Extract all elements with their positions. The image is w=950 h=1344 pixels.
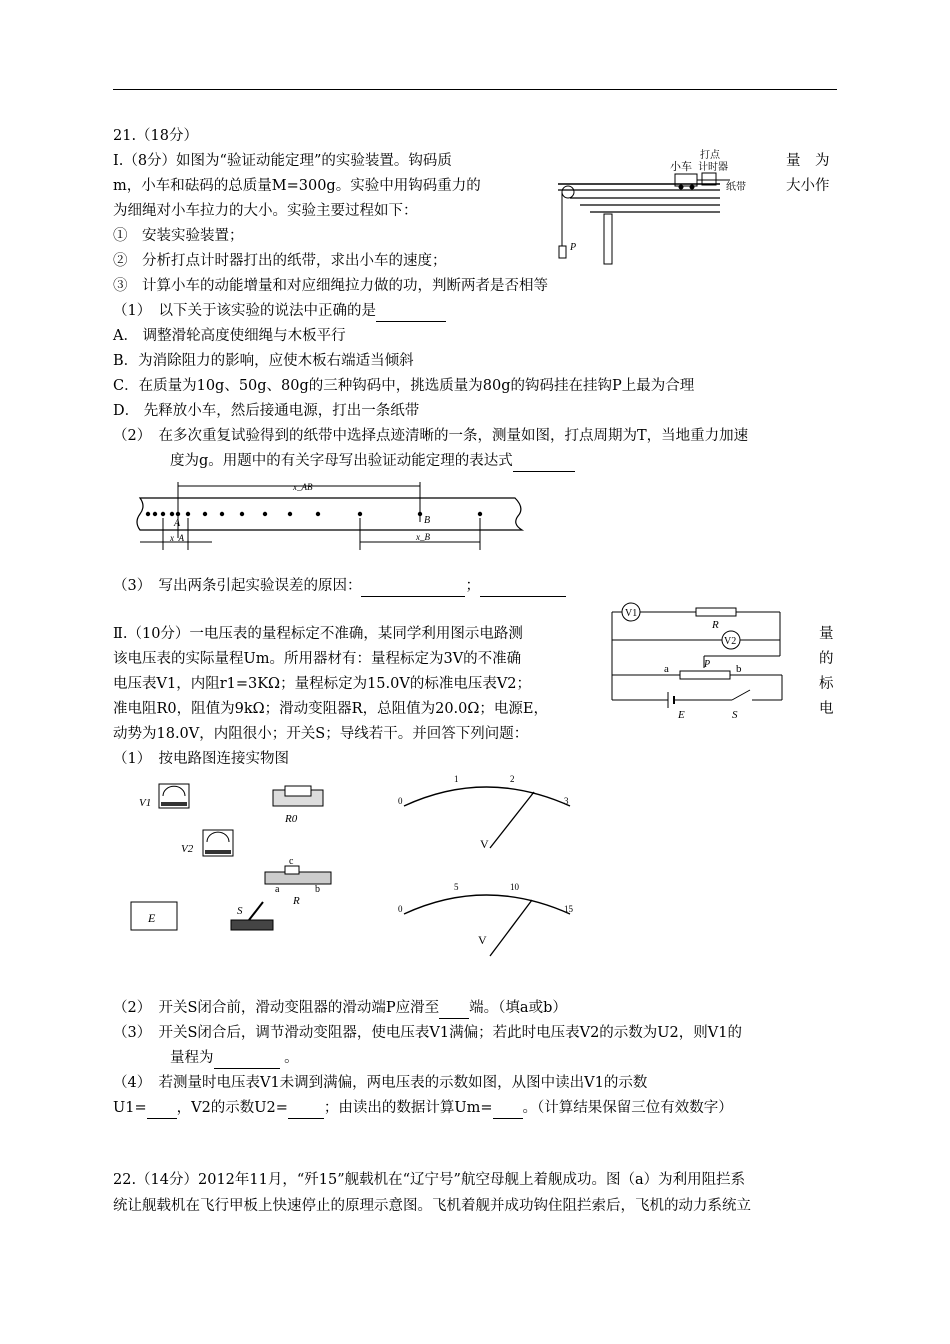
- q21-part2-question-4a: （4） 若测量时电压表V1未调到满偏，两电压表的示数如图，从图中读出V1的示数: [113, 1075, 648, 1091]
- q21-part2-line-2-tail: 的: [819, 651, 834, 667]
- option-a: A． 调整滑轮高度使细绳与木板平行: [113, 328, 346, 344]
- switch-icon: [732, 690, 750, 700]
- device-s-label: S: [237, 905, 243, 917]
- meter-v1-tick-3: 3: [564, 796, 569, 806]
- circuit-b-label: b: [736, 663, 742, 675]
- pulley-icon: [562, 186, 574, 198]
- q21-intro-b-tail: 大小作: [786, 178, 830, 194]
- meter-v1-needle: [490, 792, 534, 848]
- tape-xb-label: x_B: [416, 532, 430, 542]
- q21-part2-line-5: 动势为18.0V，内阻很小；开关S；导线若干。并回答下列问题：: [113, 726, 529, 742]
- q21-question-2a: （2） 在多次重复试验得到的纸带中选择点迹清晰的一条，测量如图，打点周期为T，当地重力加速: [113, 428, 749, 444]
- meter-v1-tick-2: 2: [510, 774, 515, 784]
- q21-intro-a-tail: 量 为: [786, 153, 830, 169]
- meter-v2-tick-1: 5: [454, 882, 459, 892]
- q21-part2-question-2: （2） 开关S闭合前，滑动变阻器的滑动端P应滑至 端。（填a或b）: [113, 998, 567, 1019]
- timer-label-2: 计时器: [698, 162, 728, 173]
- circuit-s-label: S: [732, 709, 738, 721]
- option-c: C．在质量为10g、50g、80g的三种钩码中，挑选质量为80g的钩码挂在挂钩P上最为合理: [113, 378, 695, 394]
- answer-blank: [439, 998, 469, 1019]
- q21-part2-question-3b: 量程为 。: [170, 1048, 299, 1069]
- tape-label: 纸带: [726, 182, 746, 193]
- switch-device-icon: [231, 920, 273, 930]
- device-v1-label: V1: [139, 797, 152, 809]
- q21-part2-line-3: 电压表V1，内阻r1=3KΩ；量程标定为15.0V的标准电压表V2；: [113, 676, 532, 692]
- option-b: B．为消除阻力的影响，应使木板右端适当倾斜: [113, 353, 414, 369]
- answer-blank: [493, 1098, 523, 1119]
- apparatus-devices-figure: [125, 772, 365, 940]
- q21-step-1: ① 安装实验装置；: [113, 228, 244, 244]
- circuit-v2-label: V2: [724, 636, 737, 647]
- circuit-p-label: P: [704, 659, 711, 670]
- q21-part2-question-3a: （3） 开关S闭合后，调节滑动变阻器，使电压表V1满偏；若此时电压表V2的示数为U2，则V1的: [113, 1025, 742, 1041]
- q21-part2-question-4b: U1= ，V2的示数U2= ；由读出的数据计算Um= 。（计算结果保留三位有效数字）: [113, 1098, 733, 1119]
- answer-blank: [288, 1098, 324, 1119]
- q21-intro-b: m，小车和砝码的总质量M=300g。实验中用钩码重力的: [113, 178, 481, 194]
- tape-point-a: A: [174, 518, 181, 529]
- q21-question-2b: 度为g。用题中的有关字母写出验证动能定理的表达式: [170, 451, 575, 472]
- answer-blank: [513, 451, 575, 472]
- cart-apparatus-figure: [540, 146, 785, 266]
- q21-part2-line-4-tail: 电: [819, 701, 834, 717]
- header-rule: [113, 89, 837, 90]
- device-b-label: b: [315, 884, 320, 895]
- device-v2-label: V2: [181, 843, 194, 855]
- meter-v2-tick-3: 15: [564, 904, 573, 914]
- timer-icon: [702, 173, 716, 185]
- q21-step-3: ③ 计算小车的动能增量和对应细绳拉力做的功，判断两者是否相等: [113, 278, 548, 294]
- meter-v1-tick-1: 1: [454, 774, 459, 784]
- q21-part2-line-2: 该电压表的实际量程Um。所用器材有：量程标定为3V的不准确: [113, 651, 522, 667]
- meter-v2-needle: [490, 900, 532, 956]
- q21-question-3: （3） 写出两条引起实验误差的原因： ；: [113, 576, 566, 597]
- paper-tape-figure: [130, 478, 530, 558]
- meter-v2-unit: V: [478, 933, 487, 947]
- q21-intro-a: Ⅰ.（8分）如图为“验证动能定理”的实验装置。钩码质: [113, 153, 452, 169]
- q21-step-2: ② 分析打点计时器打出的纸带，求出小车的速度；: [113, 253, 447, 269]
- meter-v2-tick-0: 0: [398, 904, 403, 914]
- device-r0-label: R0: [285, 813, 298, 825]
- circuit-v1-label: V1: [625, 608, 638, 619]
- q21-intro-c: 为细绳对小车拉力的大小。实验主要过程如下：: [113, 203, 418, 219]
- hook-weight-icon: [559, 246, 566, 258]
- tape-xab-label: x_AB: [293, 482, 313, 492]
- q21-part2-question-1: （1） 按电路图连接实物图: [113, 751, 289, 767]
- hook-label: P: [570, 242, 577, 253]
- tape-xa-label: x_A: [170, 533, 184, 543]
- q21-title: 21.（18分）: [113, 128, 199, 144]
- tape-point-b: B: [424, 515, 431, 526]
- answer-blank: [214, 1048, 280, 1069]
- meter-v1-dial: [398, 770, 580, 860]
- answer-blank: [147, 1098, 177, 1119]
- q22-line-2: 统让舰载机在飞行甲板上快速停止的原理示意图。飞机着舰并成功钩住阻拦索后，飞机的动力系统立: [113, 1198, 751, 1214]
- meter-v1-tick-0: 0: [398, 796, 403, 806]
- q22-line-1: 22.（14分）2012年11月，“歼15”舰载机在“辽宁号”航空母舰上着舰成功。图（a）为利用阻拦系: [113, 1172, 746, 1188]
- q21-part2-line-3-tail: 标: [819, 676, 834, 692]
- meter-v2-tick-2: 10: [510, 882, 519, 892]
- option-d: D． 先释放小车，然后接通电源，打出一条纸带: [113, 403, 420, 419]
- rheostat-icon: [680, 671, 730, 679]
- meter-v2-dial: [398, 876, 580, 968]
- cart-label: 小车: [670, 161, 692, 173]
- circuit-e-label: E: [678, 709, 685, 721]
- q21-question-1: （1） 以下关于该实验的说法中正确的是: [113, 301, 446, 322]
- q21-part2-line-1: Ⅱ.（10分）一电压表的量程标定不准确，某同学利用图示电路测: [113, 626, 523, 642]
- answer-blank: [480, 576, 566, 597]
- circuit-r-label: R: [712, 619, 719, 631]
- circuit-a-label: a: [664, 663, 669, 675]
- q21-part2-line-1-tail: 量: [819, 626, 834, 642]
- device-c-label: c: [289, 856, 294, 867]
- device-a-label: a: [275, 884, 280, 895]
- device-e-label: E: [148, 911, 156, 925]
- answer-blank: [376, 301, 446, 322]
- meter-v1-unit: V: [480, 837, 489, 851]
- circuit-diagram: [600, 596, 805, 724]
- device-r-label: R: [293, 895, 300, 907]
- resistor-r0-icon: [696, 608, 736, 616]
- timer-label-1: 打点: [700, 150, 720, 161]
- answer-blank: [361, 576, 465, 597]
- q21-part2-line-4: 准电阻R0，阻值为9kΩ；滑动变阻器R，总阻值为20.0Ω；电源E，: [113, 701, 548, 717]
